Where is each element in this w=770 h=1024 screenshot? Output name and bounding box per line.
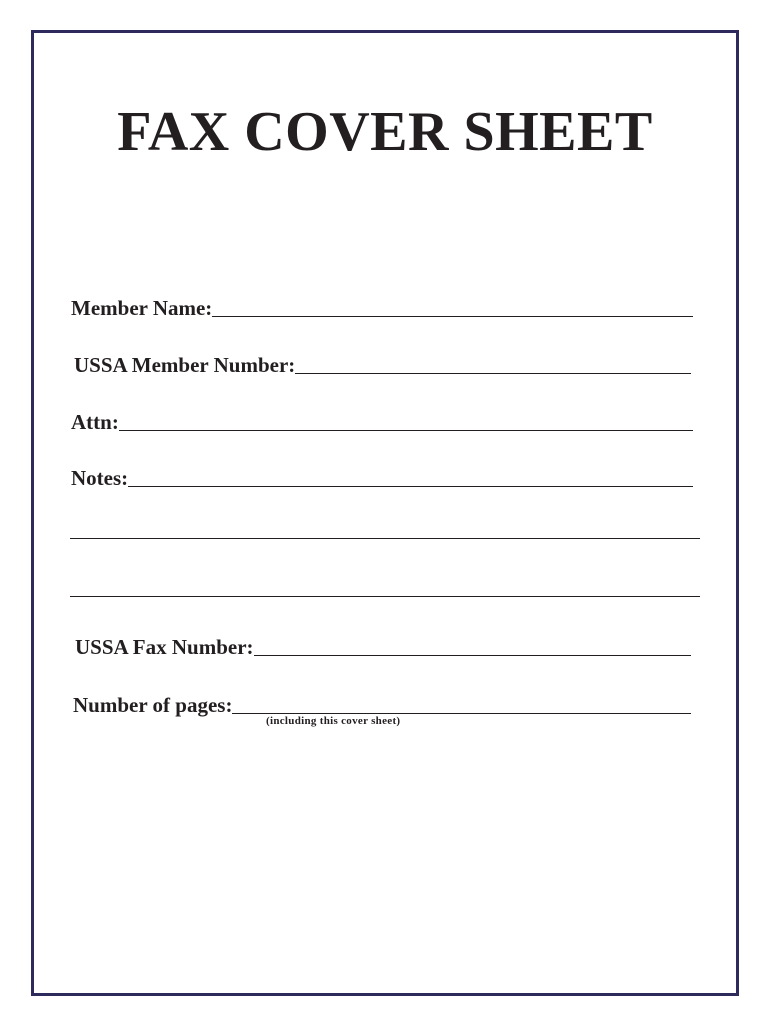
notes-line-2[interactable] [70,538,700,539]
member-number-label: USSA Member Number: [74,353,296,377]
attn-row [71,406,693,436]
member-number-field[interactable] [295,373,691,374]
pages-note: (including this cover sheet) [266,715,401,727]
notes-line-3[interactable] [70,596,700,597]
page-border [31,30,739,996]
attn-label: Attn: [71,410,119,434]
pages-label: Number of pages: [73,693,233,717]
member-name-label: Member Name: [71,296,213,320]
notes-label: Notes: [71,466,129,490]
member-number-row [74,349,691,379]
attn-field[interactable] [119,430,693,431]
fax-number-row [75,631,691,661]
notes-row [71,462,693,492]
page-title: FAX COVER SHEET [117,101,653,163]
member-name-field[interactable] [212,316,693,317]
pages-field[interactable] [232,713,691,714]
fax-number-field[interactable] [254,655,691,656]
member-name-row [71,292,693,322]
notes-field[interactable] [128,486,693,487]
fax-number-label: USSA Fax Number: [75,635,254,659]
